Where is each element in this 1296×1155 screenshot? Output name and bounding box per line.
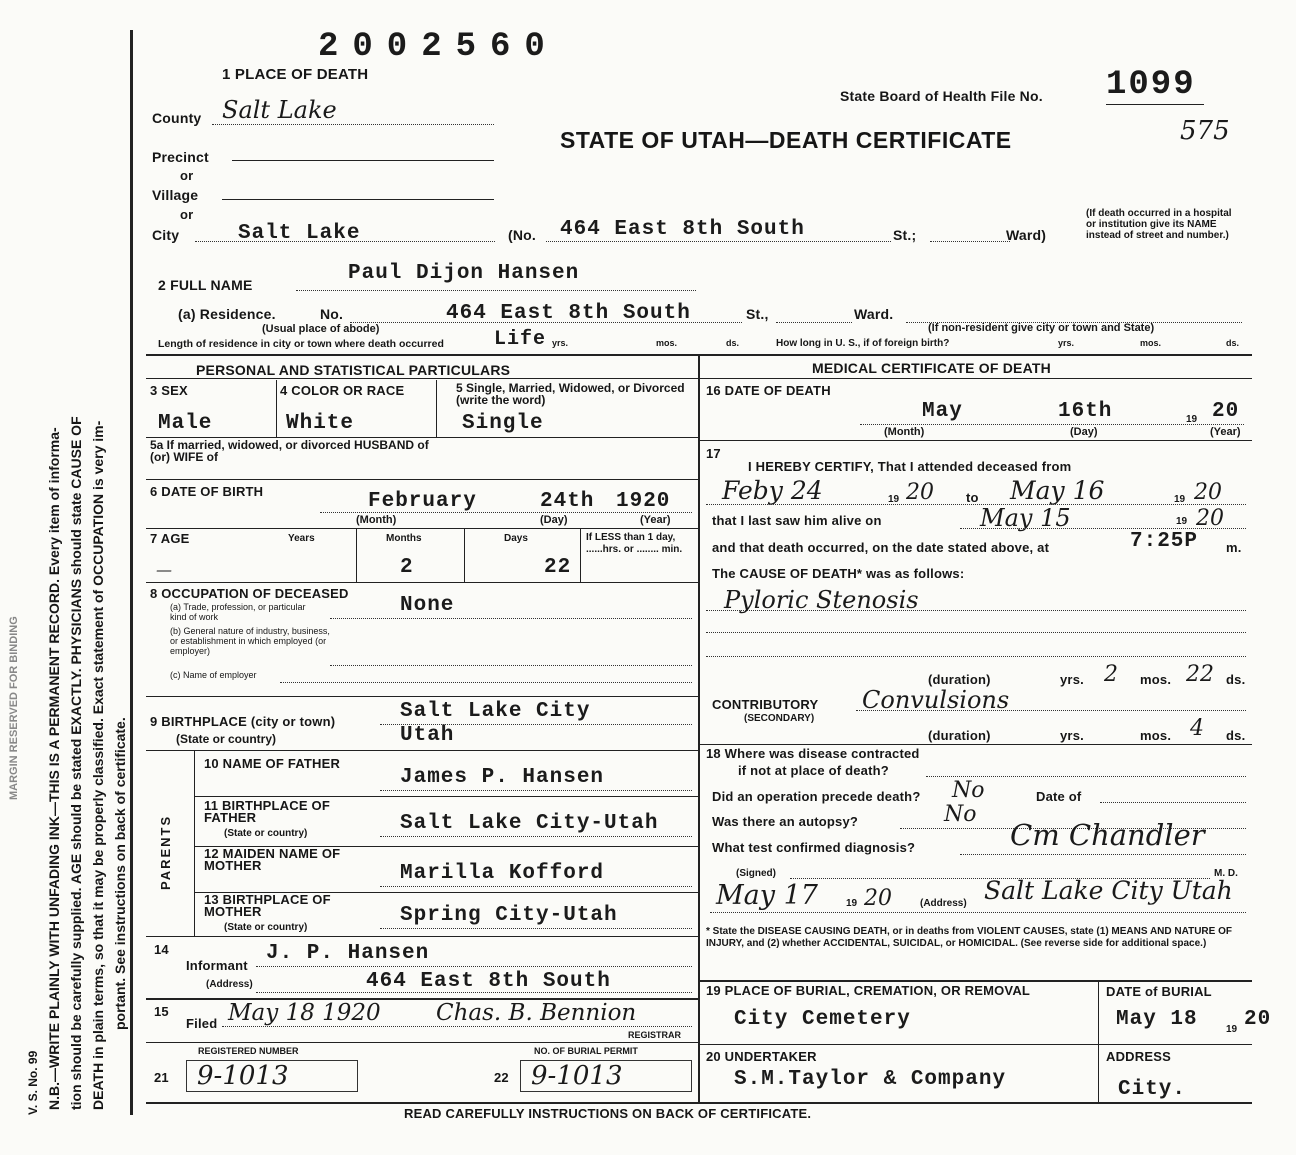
- father-birthplace-label: 11 BIRTHPLACE OF FATHER: [204, 798, 330, 825]
- filed-date: May 18 1920: [228, 1000, 381, 1026]
- cause-value: Pyloric Stenosis: [724, 586, 919, 614]
- dod-year-caption: (Year): [1210, 426, 1241, 438]
- mother-birthplace-sub: (State or country): [224, 922, 308, 933]
- death-time-m: m.: [1226, 540, 1242, 555]
- occupation-label: 8 OCCUPATION OF DECEASED: [150, 586, 349, 601]
- burial-permit-value: 9-1013: [520, 1060, 692, 1092]
- street-number-label: (No.: [508, 227, 537, 243]
- file-number-annotation: 575: [1180, 116, 1230, 146]
- undertaker-address-value: City.: [1118, 1078, 1187, 1101]
- hospital-note: (If death occurred in a hospital or institution give its NAME instead of street and number.): [1086, 208, 1232, 241]
- informant-address-label: (Address): [206, 979, 253, 990]
- death-time: 7:25P: [1130, 530, 1199, 553]
- last-saw-19: 19: [1176, 516, 1188, 527]
- dob-month: February: [368, 490, 477, 513]
- dob-day: 24th: [540, 490, 595, 513]
- informant-number: 14: [154, 942, 169, 957]
- attended-to: May 16: [1010, 476, 1105, 505]
- physician-address-label: (Address): [920, 898, 967, 909]
- last-saw-value: May 15: [980, 504, 1071, 532]
- birthplace-state: Utah: [400, 724, 455, 747]
- filed-number: 15: [154, 1004, 169, 1019]
- undertaker-label: 20 UNDERTAKER: [706, 1049, 817, 1064]
- residence-ward-label: Ward.: [854, 306, 894, 322]
- attended-from-year: 20: [906, 480, 934, 505]
- usual-abode-note: (Usual place of abode): [262, 323, 380, 335]
- age-years-value: —: [156, 560, 172, 579]
- informant-value: J. P. Hansen: [266, 942, 430, 965]
- age-months-value: 2: [400, 556, 414, 579]
- contrib-duration-label: (duration): [928, 728, 991, 743]
- autopsy-label: Was there an autopsy?: [712, 814, 859, 829]
- father-birthplace-sub: (State or country): [224, 828, 308, 839]
- medical-section-header: MEDICAL CERTIFICATE OF DEATH: [812, 360, 1051, 376]
- marital-value: Single: [462, 412, 544, 435]
- undertaker-address-label: ADDRESS: [1106, 1049, 1171, 1064]
- dob-label: 6 DATE OF BIRTH: [150, 484, 264, 499]
- county-value: Salt Lake: [222, 96, 337, 124]
- age-years-label: Years: [288, 533, 315, 544]
- num-17: 17: [706, 446, 721, 461]
- father-name-value: James P. Hansen: [400, 766, 605, 789]
- city-value: Salt Lake: [238, 222, 361, 245]
- contrib-ds-label: ds.: [1226, 728, 1246, 743]
- street-st-label: St.;: [893, 227, 917, 243]
- race-label: 4 COLOR OR RACE: [280, 383, 405, 398]
- contributory-label: CONTRIBUTORY: [712, 697, 819, 712]
- cause-ds-value: 22: [1186, 662, 1214, 687]
- last-saw-label: that I last saw him alive on: [712, 513, 882, 528]
- cause-label: The CAUSE OF DEATH* was as follows:: [712, 566, 965, 581]
- age-days-value: 22: [544, 556, 572, 579]
- sex-label: 3 SEX: [150, 383, 188, 398]
- certificate-title: STATE OF UTAH—DEATH CERTIFICATE: [560, 127, 1012, 153]
- attended-to-19: 19: [1174, 494, 1186, 505]
- mother-name-label: 12 MAIDEN NAME OF MOTHER: [204, 846, 341, 873]
- age-days-label: Days: [504, 533, 528, 544]
- operation-date-label: Date of: [1036, 789, 1082, 804]
- sex-value: Male: [158, 412, 213, 435]
- occupation-sub-b: (b) General nature of industry, business, or establishment in which employed (or employer): [170, 626, 330, 656]
- birthplace-city: Salt Lake City: [400, 700, 591, 723]
- or-label-1: or: [180, 168, 194, 183]
- cause-yrs-label: yrs.: [1060, 672, 1084, 687]
- village-label: Village: [152, 187, 199, 203]
- personal-section-header: PERSONAL AND STATISTICAL PARTICULARS: [196, 362, 511, 378]
- dob-year-caption: (Year): [640, 514, 671, 526]
- ward-label: Ward): [1006, 227, 1047, 243]
- burial-place-label: 19 PLACE OF BURIAL, CREMATION, OR REMOVAL: [706, 983, 1031, 998]
- dod-month: May: [922, 400, 963, 423]
- informant-address-value: 464 East 8th South: [366, 970, 611, 993]
- parents-label: PARENTS: [158, 814, 173, 890]
- dod-day: 16th: [1058, 400, 1113, 423]
- signed-caption: (Signed): [736, 868, 776, 879]
- age-months-label: Months: [386, 533, 422, 544]
- dod-year: 20: [1212, 400, 1240, 423]
- margin-instruction-line1: N.B.—WRITE PLAINLY WITH UNFADING INK—THIS IS A PERMANENT RECORD. Every item of informa-: [46, 427, 62, 1110]
- operation-label: Did an operation precede death?: [712, 789, 921, 804]
- residence-length-label: Length of residence in city or town where death occurred: [158, 338, 444, 350]
- form-left-border: [130, 30, 133, 1115]
- age-label: 7 AGE: [150, 531, 190, 546]
- city-label: City: [152, 227, 180, 243]
- age-less-than-label: If LESS than 1 day, ......hrs. or ........ min.: [586, 532, 683, 555]
- residence-no-label: No.: [320, 306, 344, 322]
- burial-year: 20: [1244, 1008, 1272, 1031]
- cause-footnote: * State the DISEASE CAUSING DEATH, or in deaths from VIOLENT CAUSES, state (1) MEANS AND NATURE OF INJURY, and (2) whether ACCIDENTAL, SUICIDAL, or HOMICIDAL. (See reverse side for additional space.): [706, 926, 1232, 949]
- residence-yrs: yrs.: [552, 338, 569, 348]
- dod-month-caption: (Month): [884, 426, 925, 438]
- cause-mos-value: 2: [1104, 662, 1118, 687]
- contrib-yrs-label: yrs.: [1060, 728, 1084, 743]
- md-caption: M. D.: [1214, 868, 1238, 879]
- margin-instruction-line2: tion should be carefully supplied. AGE should be stated EXACTLY. PHYSICIANS should state CAUSE OF: [68, 416, 84, 1110]
- informant-label: Informant: [186, 958, 248, 973]
- burial-permit-caption: NO. OF BURIAL PERMIT: [534, 1046, 638, 1056]
- certify-text: I HEREBY CERTIFY, That I attended deceased from: [748, 459, 1072, 474]
- physician-signature: Cm Chandler: [1010, 818, 1205, 852]
- attended-from-19: 19: [888, 494, 900, 505]
- serial-number: 2002560: [318, 28, 559, 66]
- full-name-label: 2 FULL NAME: [158, 277, 253, 293]
- mother-name-value: Marilla Kofford: [400, 862, 605, 885]
- residence-value: 464 East 8th South: [446, 302, 691, 325]
- full-name-value: Paul Dijon Hansen: [348, 262, 580, 285]
- death-occurred-label: and that death occurred, on the date stated above, at: [712, 540, 1050, 555]
- footer-instruction: READ CAREFULLY INSTRUCTIONS ON BACK OF CERTIFICATE.: [404, 1106, 812, 1121]
- birthplace-label: 9 BIRTHPLACE (city or town): [150, 714, 336, 729]
- us-yrs: yrs.: [1058, 338, 1075, 348]
- residence-ds: ds.: [726, 338, 740, 348]
- spouse-label: 5a If married, widowed, or divorced HUSBAND of (or) WIFE of: [150, 438, 429, 464]
- registered-number-caption: REGISTERED NUMBER: [198, 1046, 299, 1056]
- or-label-2: or: [180, 207, 194, 222]
- occupation-sub-a: (a) Trade, profession, or particular kind of work: [170, 602, 306, 622]
- file-number-label: State Board of Health File No.: [840, 88, 1043, 104]
- burial-date-label: DATE of BURIAL: [1106, 984, 1212, 999]
- operation-value: No: [952, 778, 985, 803]
- burial-19: 19: [1226, 1024, 1238, 1035]
- dod-year-prefix: 19: [1186, 414, 1198, 425]
- county-label: County: [152, 110, 202, 126]
- us-ds: ds.: [1226, 338, 1240, 348]
- where-contracted-sub: if not at place of death?: [738, 763, 889, 778]
- registrar-caption: REGISTRAR: [628, 1030, 682, 1040]
- margin-instruction-line3: DEATH in plain terms, so that it may be properly classified. Exact statement of OCCUPATION is very im-: [90, 420, 106, 1110]
- birthplace-sub: (State or country): [176, 732, 277, 746]
- residence-st-label: St.,: [746, 306, 769, 322]
- cause-ds-label: ds.: [1226, 672, 1246, 687]
- signed-19: 19: [846, 898, 858, 909]
- burial-place-value: City Cemetery: [734, 1008, 911, 1031]
- dob-day-caption: (Day): [540, 514, 568, 526]
- father-birthplace-value: Salt Lake City-Utah: [400, 812, 659, 835]
- occupation-value: None: [400, 594, 455, 617]
- occupation-sub-c: (c) Name of employer: [170, 670, 257, 680]
- cause-duration-label: (duration): [928, 672, 991, 687]
- precinct-label: Precinct: [152, 149, 209, 165]
- nonresident-note: (If non-resident give city or town and State): [928, 322, 1155, 334]
- father-name-label: 10 NAME OF FATHER: [204, 756, 341, 771]
- attended-to-year: 20: [1194, 480, 1222, 505]
- dob-year: 1920: [616, 490, 671, 513]
- last-saw-year: 20: [1196, 506, 1224, 531]
- contrib-ds-value: 4: [1190, 716, 1204, 741]
- us-mos: mos.: [1140, 338, 1162, 348]
- contrib-mos-label: mos.: [1140, 728, 1172, 743]
- mother-birthplace-value: Spring City-Utah: [400, 904, 618, 927]
- cause-mos-label: mos.: [1140, 672, 1172, 687]
- physician-address: Salt Lake City Utah: [984, 876, 1233, 905]
- place-of-death-heading: 1 PLACE OF DEATH: [222, 66, 369, 83]
- attended-from: Feby 24: [722, 476, 823, 505]
- secondary-caption: (SECONDARY): [744, 713, 815, 724]
- burial-permit-22: 22: [494, 1070, 509, 1085]
- autopsy-value: No: [944, 802, 977, 827]
- file-number: 1099: [1106, 66, 1196, 104]
- dob-month-caption: (Month): [356, 514, 397, 526]
- residence-label: (a) Residence.: [178, 306, 276, 322]
- attended-to-label: to: [966, 490, 979, 505]
- mother-birthplace-label: 13 BIRTHPLACE OF MOTHER: [204, 892, 331, 919]
- margin-binding-note: MARGIN RESERVED FOR BINDING: [8, 616, 20, 800]
- dod-label: 16 DATE OF DEATH: [706, 383, 831, 398]
- contributory-value: Convulsions: [862, 686, 1010, 714]
- marital-label: 5 Single, Married, Widowed, or Divorced (write the word): [456, 381, 685, 407]
- margin-instruction-line4: portant. See instructions on back of certificate.: [112, 717, 128, 1030]
- race-value: White: [286, 412, 355, 435]
- burial-date-value: May 18: [1116, 1008, 1198, 1031]
- registered-number-value: 9-1013: [186, 1060, 358, 1092]
- residence-length-value: Life: [494, 328, 547, 351]
- signed-year: 20: [864, 886, 892, 911]
- filed-label: Filed: [186, 1016, 218, 1031]
- where-contracted-label: 18 Where was disease contracted: [706, 746, 920, 761]
- us-length-label: How long in U. S., if of foreign birth?: [776, 338, 950, 349]
- signed-date: May 17: [716, 880, 818, 911]
- dod-day-caption: (Day): [1070, 426, 1098, 438]
- margin-vs-number: V. S. No. 99: [26, 1050, 40, 1115]
- residence-mos: mos.: [656, 338, 678, 348]
- filed-registrar-signature: Chas. B. Bennion: [436, 1000, 637, 1026]
- test-label: What test confirmed diagnosis?: [712, 840, 916, 855]
- registered-number-21: 21: [154, 1070, 169, 1085]
- undertaker-value: S.M.Taylor & Company: [734, 1068, 1007, 1091]
- street-value: 464 East 8th South: [560, 218, 805, 241]
